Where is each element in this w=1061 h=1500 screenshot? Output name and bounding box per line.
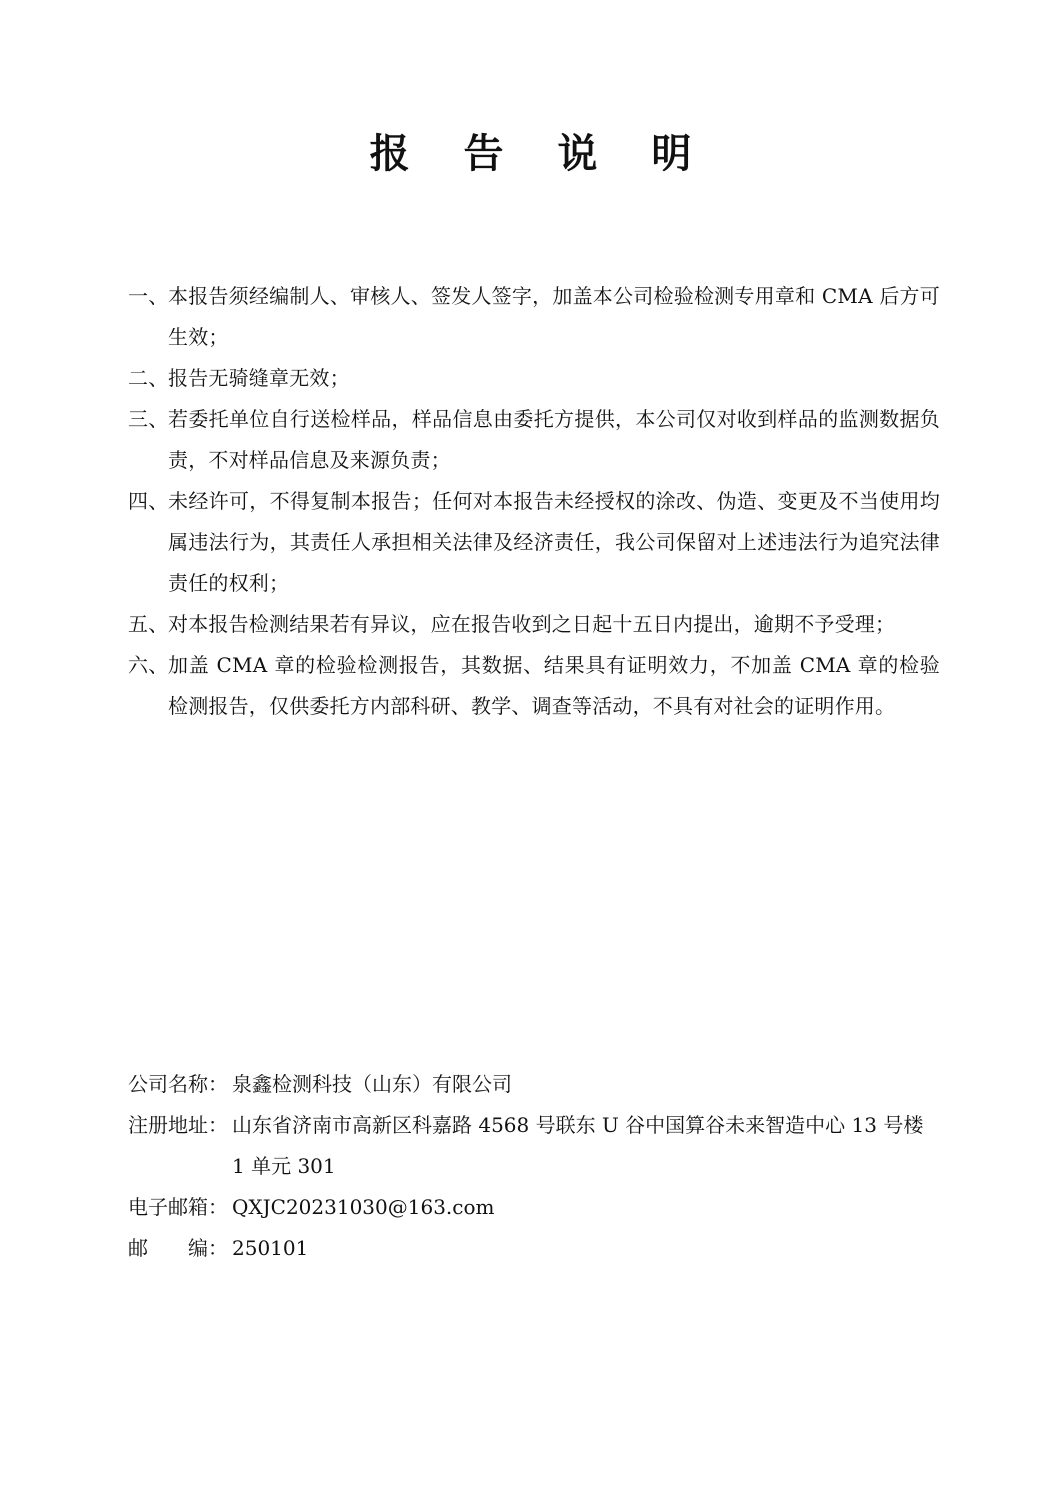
note-text: 对本报告检测结果若有异议，应在报告收到之日起十五日内提出，逾期不予受理； xyxy=(168,612,896,636)
company-email-row xyxy=(128,1187,940,1228)
page-title: 报 告 说 明 xyxy=(369,131,712,177)
note-number: 一、 xyxy=(128,284,169,308)
note-text: 加盖 CMA 章的检验检测报告，其数据、结果具有证明效力，不加盖 CMA 章的检验检测报告，仅供委托方内部科研、教学、调查等活动，不具有对社会的证明作用。 xyxy=(168,653,940,718)
note-text: 未经许可，不得复制本报告；任何对本报告未经授权的涂改、伪造、变更及不当使用均属违法行为，其责任人承担相关法律及经济责任，我公司保留对上述违法行为追究法律责任的权利； xyxy=(168,489,940,595)
company-name-value: 泉鑫检测科技（山东）有限公司 xyxy=(232,1072,512,1096)
note-number: 三、 xyxy=(128,407,169,431)
company-email-value: QXJC20231030@163.com xyxy=(232,1195,495,1219)
list-item xyxy=(128,276,940,358)
company-info xyxy=(128,1064,940,1269)
company-postcode-label: 邮 编： xyxy=(128,1236,228,1260)
company-name-label: 公司名称： xyxy=(128,1072,228,1096)
company-address-label: 注册地址： xyxy=(128,1113,228,1137)
note-text: 若委托单位自行送检样品，样品信息由委托方提供，本公司仅对收到样品的监测数据负责，不对样品信息及来源负责； xyxy=(168,407,940,472)
note-number: 六、 xyxy=(128,653,169,677)
list-item xyxy=(128,358,940,399)
company-postcode-value: 250101 xyxy=(232,1236,309,1260)
note-text: 报告无骑缝章无效； xyxy=(168,366,350,390)
list-item xyxy=(128,645,940,727)
company-postcode-row xyxy=(128,1228,940,1269)
company-address-value: 山东省济南市高新区科嘉路 4568 号联东 U 谷中国算谷未来智造中心 13 号楼 1 单元 301 xyxy=(232,1113,924,1178)
note-number: 二、 xyxy=(128,366,169,390)
company-address-row xyxy=(128,1105,940,1187)
list-item xyxy=(128,604,940,645)
list-item xyxy=(128,399,940,481)
note-number: 五、 xyxy=(128,612,169,636)
notes-list xyxy=(128,276,940,727)
company-name-row xyxy=(128,1064,940,1105)
list-item xyxy=(128,481,940,604)
company-email-label: 电子邮箱： xyxy=(128,1195,228,1219)
note-text: 本报告须经编制人、审核人、签发人签字，加盖本公司检验检测专用章和 CMA 后方可生效； xyxy=(168,284,940,349)
note-number: 四、 xyxy=(128,489,169,513)
